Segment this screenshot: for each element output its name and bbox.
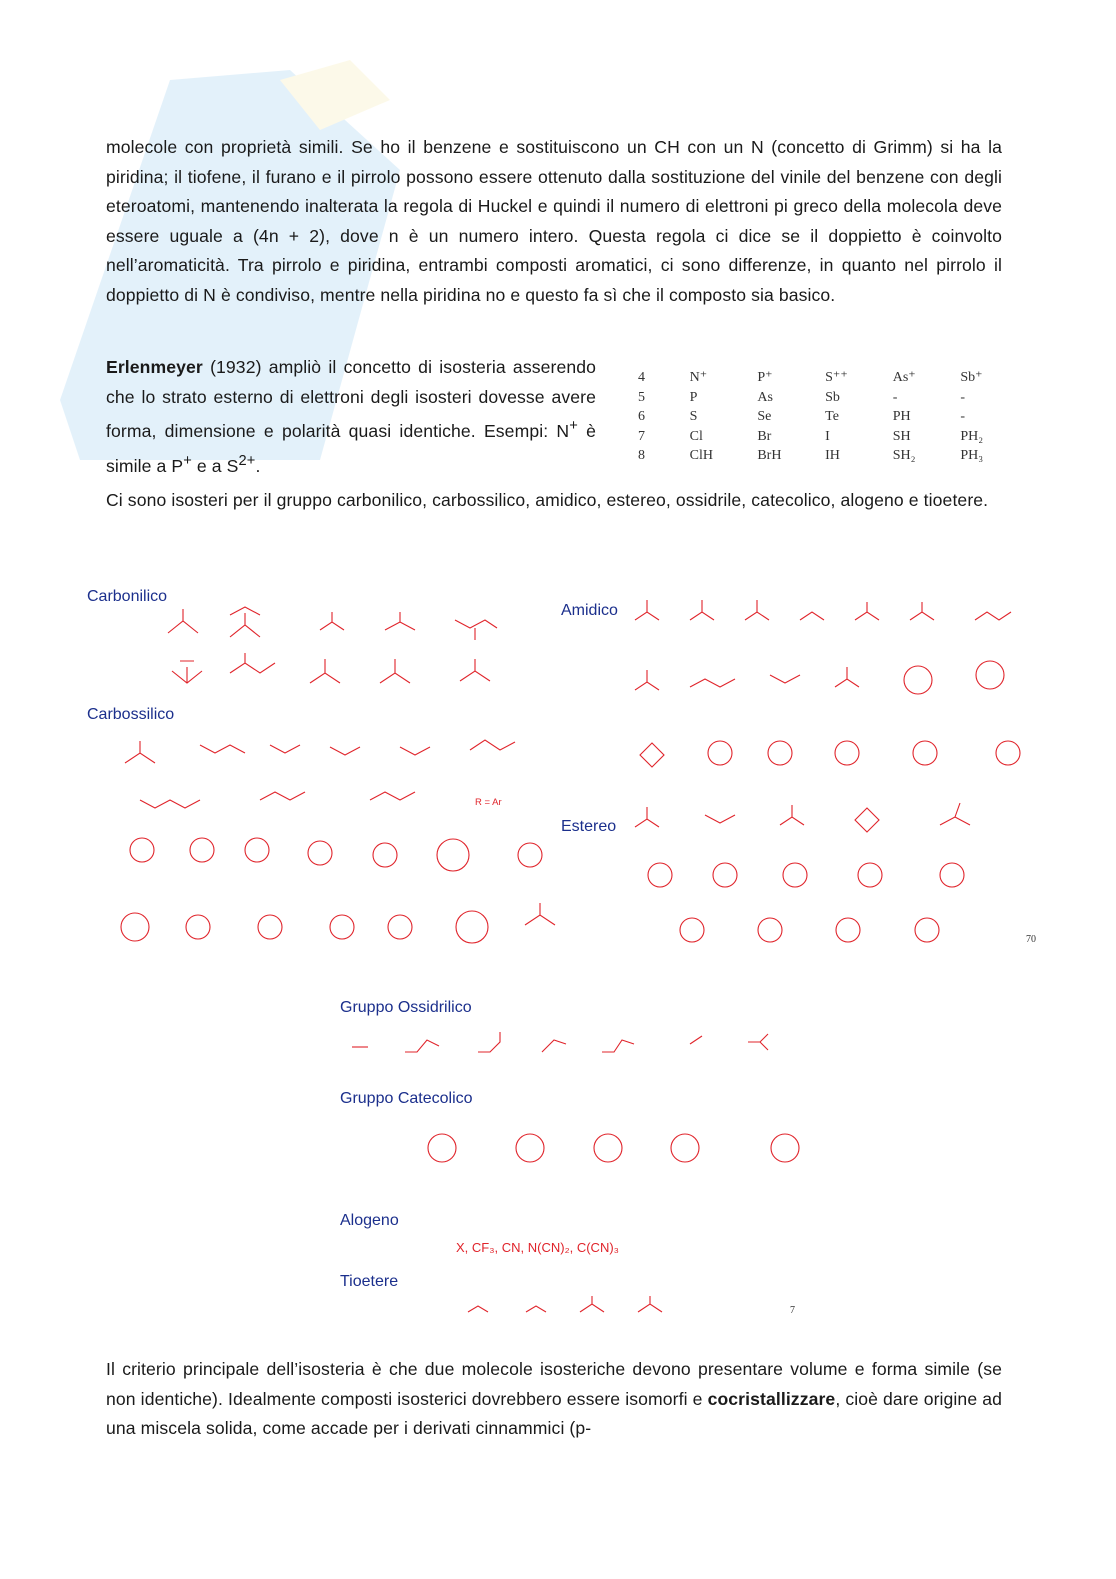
- label-carbossilico: Carbossilico: [87, 706, 175, 723]
- paragraph-isosteri-gruppi: Ci sono isosteri per il gruppo carbonilico, carbossilico, amidico, estereo, ossidrile, catecolico, alogeno e tioetere.: [106, 490, 989, 510]
- isostere-cell: As⁺: [892, 370, 916, 385]
- isostere-group-number: 7: [638, 428, 645, 444]
- isostere-cell: -: [892, 389, 898, 405]
- isostere-figure-2: [330, 990, 850, 1330]
- label-carbonilico: Carbonilico: [87, 588, 168, 605]
- structures-estereo: [635, 803, 970, 942]
- label-gruppo-catecolico: Gruppo Catecolico: [340, 1090, 473, 1107]
- label-alogeno: Alogeno: [340, 1212, 399, 1229]
- isostere-table-row: [628, 427, 1028, 447]
- paragraph-erlenmeyer: [106, 353, 596, 481]
- isostere-table-row: [628, 388, 1028, 408]
- alogeno-list: X, CF₃, CN, N(CN)₂, C(CN)₃: [456, 1240, 619, 1255]
- criterio-text-end: , cioè dare origine ad una miscela solida, come accade per i derivati cinnammici (p-: [106, 1388, 1003, 1439]
- isostere-group-number: 6: [638, 409, 645, 424]
- structures-ossidrilico: [352, 1032, 768, 1052]
- isostere-table-row: [628, 407, 1028, 427]
- isostere-cell: IH: [825, 448, 840, 463]
- structures-catecolico: [428, 1134, 799, 1162]
- erlenmeyer-name: Erlenmeyer: [106, 357, 203, 377]
- isostere-cell: P: [689, 389, 698, 405]
- isostere-table-row: [628, 368, 1028, 388]
- isostere-table: [628, 368, 1028, 466]
- criterio-text: Il criterio principale dell’isosteria è che due molecole isosteriche devono presentare volume e forma simile (se non identiche). Idealmente composti isosterici dovrebbero essere isomorfi e: [106, 1359, 1002, 1409]
- erlenmeyer-text-end: .: [255, 455, 261, 476]
- isostere-cell: Cl: [689, 428, 703, 444]
- isostere-cell: S⁺⁺: [825, 370, 848, 385]
- isostere-cell: -: [960, 389, 966, 405]
- isostere-figure-1: [80, 575, 1050, 975]
- figure2-page-number: 7: [790, 1305, 795, 1316]
- isostere-cell: N⁺: [689, 370, 708, 385]
- isostere-cell: Sb⁺: [960, 370, 983, 385]
- isostere-cell: S: [689, 409, 698, 424]
- structures-tioetere: [468, 1296, 662, 1312]
- sup-s-2plus: 2+: [238, 452, 256, 469]
- isostere-cell: As: [757, 389, 773, 405]
- isostere-cell: BrH: [757, 448, 782, 463]
- paragraph-criterio-isosteria: [106, 1355, 1002, 1444]
- erlenmeyer-text-2: è simile a P: [106, 421, 596, 476]
- structures-carbossilico: [121, 740, 555, 943]
- paragraph-grimm: molecole con proprietà simili. Se ho il benzene e sostituiscono un CH con un N (concetto di Grimm) si ha la piridina; il tiofene, il furano e il pirrolo possono essere ottenuto dalla sostituzione del vinile del benzene con degli eteroatomi, mantenendo inalterata la regola di Huckel e quindi il numero di elettroni pi greco della molecola deve essere uguale a (4n + 2), dove n è un numero intero. Questa regola ci dice se il doppietto è coinvolto nell’aromaticità. Tra pirrolo e piridina, entrambi composti aromatici, ci sono differenze, in quanto nel pirrolo il doppietto di N è condiviso, mentre nella piridina no e questo fa sì che il composto sia basico.: [106, 137, 1002, 305]
- isostere-cell: -: [960, 409, 966, 424]
- cocristallizzare-term: cocristallizzare: [707, 1388, 836, 1409]
- isostere-cell: P⁺: [757, 370, 773, 385]
- isostere-cell: SH: [892, 428, 911, 444]
- isostere-cell: SH₂: [892, 448, 916, 463]
- isostere-cell: I: [825, 428, 830, 444]
- erlenmeyer-text-3: e a S: [191, 455, 239, 476]
- structures-amidico: [635, 600, 1020, 767]
- isostere-cell: Br: [757, 428, 772, 444]
- isostere-cell: PH: [892, 409, 911, 424]
- label-gruppo-ossidrilico: Gruppo Ossidrilico: [340, 999, 472, 1016]
- isostere-cell: PH₂: [960, 428, 984, 444]
- isostere-group-number: 8: [638, 448, 645, 463]
- label-tioetere: Tioetere: [340, 1273, 399, 1290]
- isostere-cell: Sb: [825, 389, 840, 405]
- isostere-cell: Te: [825, 409, 839, 424]
- label-r-eq: R = Ar: [475, 797, 502, 808]
- isostere-cell: Se: [757, 409, 772, 424]
- isostere-group-number: 4: [638, 370, 645, 385]
- label-estereo: Estereo: [561, 818, 617, 835]
- erlenmeyer-text: (1932) ampliò il concetto di isosteria asserendo che lo strato esterno di elettroni degli isosteri dovesse avere forma, dimensione e polarità quasi identiche. Esempi: N: [106, 357, 596, 442]
- sup-p-plus: +: [183, 452, 192, 469]
- figure-page-number: 70: [1026, 934, 1036, 945]
- isostere-cell: ClH: [689, 448, 713, 463]
- sup-n-plus: +: [569, 418, 578, 435]
- label-amidico: Amidico: [561, 602, 618, 619]
- isostere-table-row: [628, 446, 1028, 466]
- structures-carbonilico: [168, 607, 497, 683]
- isostere-group-number: 5: [638, 389, 645, 405]
- isostere-cell: PH₃: [960, 448, 984, 463]
